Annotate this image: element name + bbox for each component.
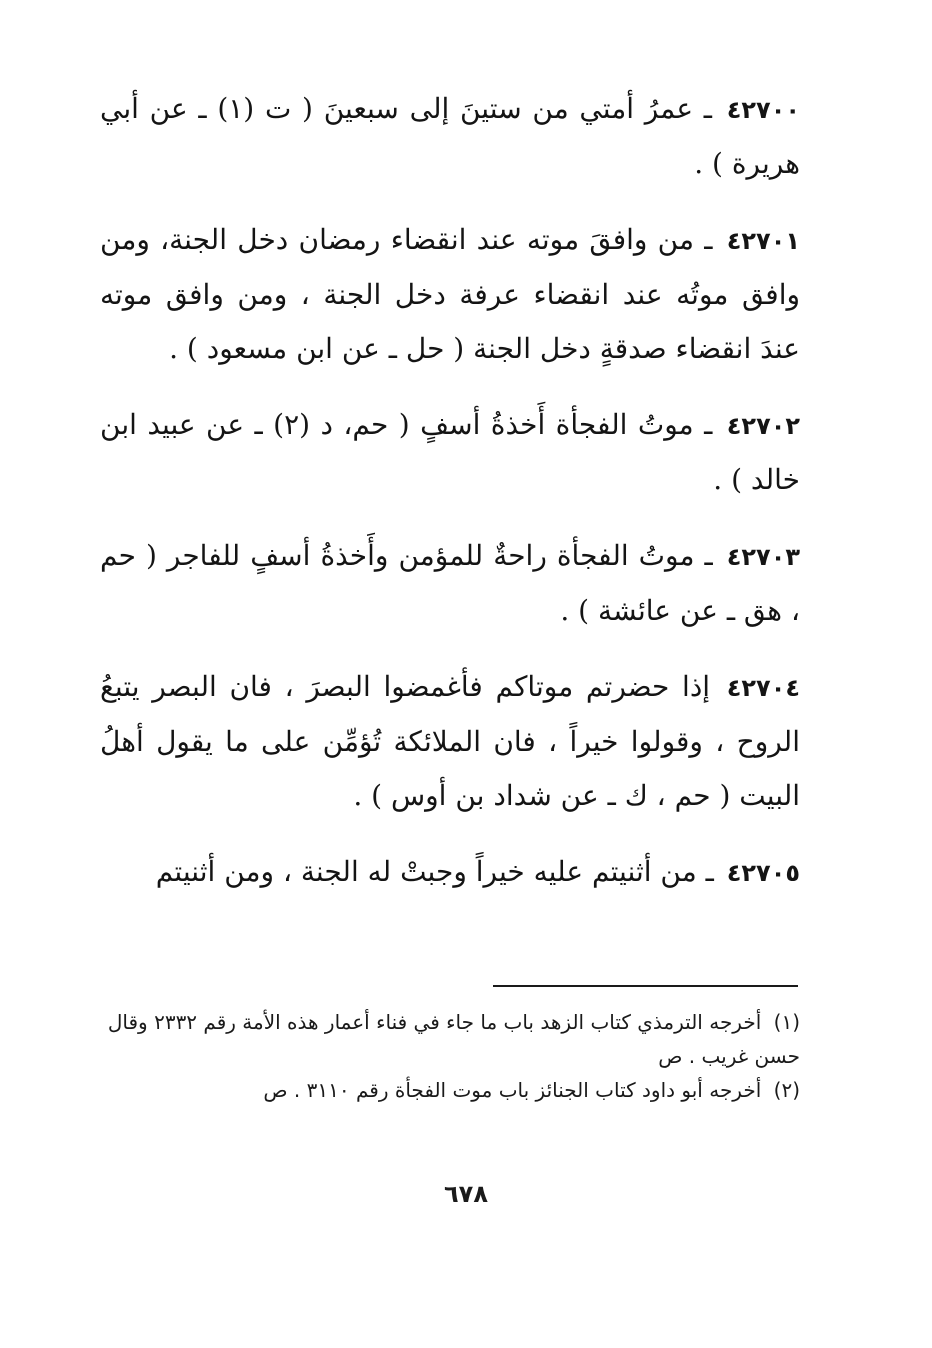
hadith-entry [100, 660, 800, 823]
footnote-item [100, 1005, 800, 1073]
footnote-mark: (١) [773, 1010, 800, 1034]
hadith-text: من وافقَ موته عند انقضاء رمضان دخل الجنة، ومن وافق موتُه عند انقضاء عرفة دخل الجنة ، ومن وافق موته عندَ انقضاء صدقةٍ دخل الجنة [100, 223, 800, 365]
hadith-entry: ٤٢٧٠٥ ـ من أثنيتم عليه خيراً وجبتْ له الجنة ، ومن أثنيتم [155, 855, 800, 888]
hadith-source: ( ت (١) ـ عن أبي هريرة ) . [100, 92, 800, 180]
footnote-item [100, 1073, 800, 1107]
hadith-number: ٤٢٧٠٠ [726, 96, 800, 124]
hadith-text: موتُ الفجأة أَخذةُ أسفٍ [420, 408, 694, 441]
hadith-entry: ٤٢٧٠٠ ـ عمرُ أمتي من ستينَ إلى سبعينَ ( ت (١) ـ عن أبي هريرة ) . [100, 92, 800, 180]
hadith-text: إذا حضرتم موتاكم فأغمضوا البصرَ ، فان البصر يتبعُ الروح ، وقولوا خيراً ، فان الملائكة تُؤمِّن على ما يقول أهلُ البيت [100, 670, 800, 812]
hadith-number: ٤٢٧٠١ [726, 227, 800, 255]
hadith-number: ٤٢٧٠٣ [726, 543, 800, 571]
hadith-text: موتُ الفجأة راحةٌ للمؤمن وأَخذةُ أسفٍ للفاجر [166, 539, 695, 572]
footnote-text: أخرجه الترمذي كتاب الزهد باب ما جاء في فناء أعمار هذه الأمة رقم ٢٣٣٢ وقال حسن غريب . ص [107, 1010, 800, 1068]
hadith-entry: ٤٢٧٠٢ ـ موتُ الفجأة أَخذةُ أسفٍ ( حم، د (٢) ـ عن عبيد ابن خالد ) . [100, 408, 801, 496]
hadith-source: ( حل ـ عن ابن مسعود ) . [169, 332, 465, 365]
hadith-number: ٤٢٧٠٤ [726, 674, 800, 702]
hadith-entry: ٤٢٧٠٣ ـ موتُ الفجأة راحةٌ للمؤمن وأَخذةُ أسفٍ للفاجر ( حم ، هق ـ عن عائشة ) . [100, 539, 800, 627]
footnote-mark: (٢) [773, 1078, 800, 1102]
hadith-number: ٤٢٧٠٢ [726, 412, 801, 440]
page-number: ٦٧٨ [444, 1180, 488, 1208]
hadith-list [100, 82, 800, 922]
hadith-source: ( حم، د (٢) ـ عن عبيد ابن خالد ) . [100, 408, 800, 496]
hadith-entry: ٤٢٧٠١ ـ من وافقَ موته عند انقضاء رمضان دخل الجنة، ومن وافق موتُه عند انقضاء عرفة دخل الجنة ، ومن وافق موته عندَ انقضاء صدقةٍ دخل الجنة ( حل ـ عن ابن مسعود ) . [100, 223, 800, 365]
footnotes [100, 1005, 800, 1107]
hadith-source: ( حم ، هق ـ عن عائشة ) . [100, 539, 800, 627]
hadith-source: ( حم ، ك ـ عن شداد بن أوس ) . [353, 779, 731, 812]
footnote-divider [493, 985, 798, 987]
hadith-text: من أثنيتم عليه خيراً وجبتْ له الجنة ، ومن أثنيتم [155, 855, 697, 888]
hadith-number: ٤٢٧٠٥ [726, 859, 800, 887]
hadith-text: عمرُ أمتي من ستينَ إلى سبعينَ [323, 92, 694, 125]
footnote-text: أخرجه أبو داود كتاب الجنائز باب موت الفجأة رقم ٣١١٠ . ص [263, 1078, 762, 1102]
